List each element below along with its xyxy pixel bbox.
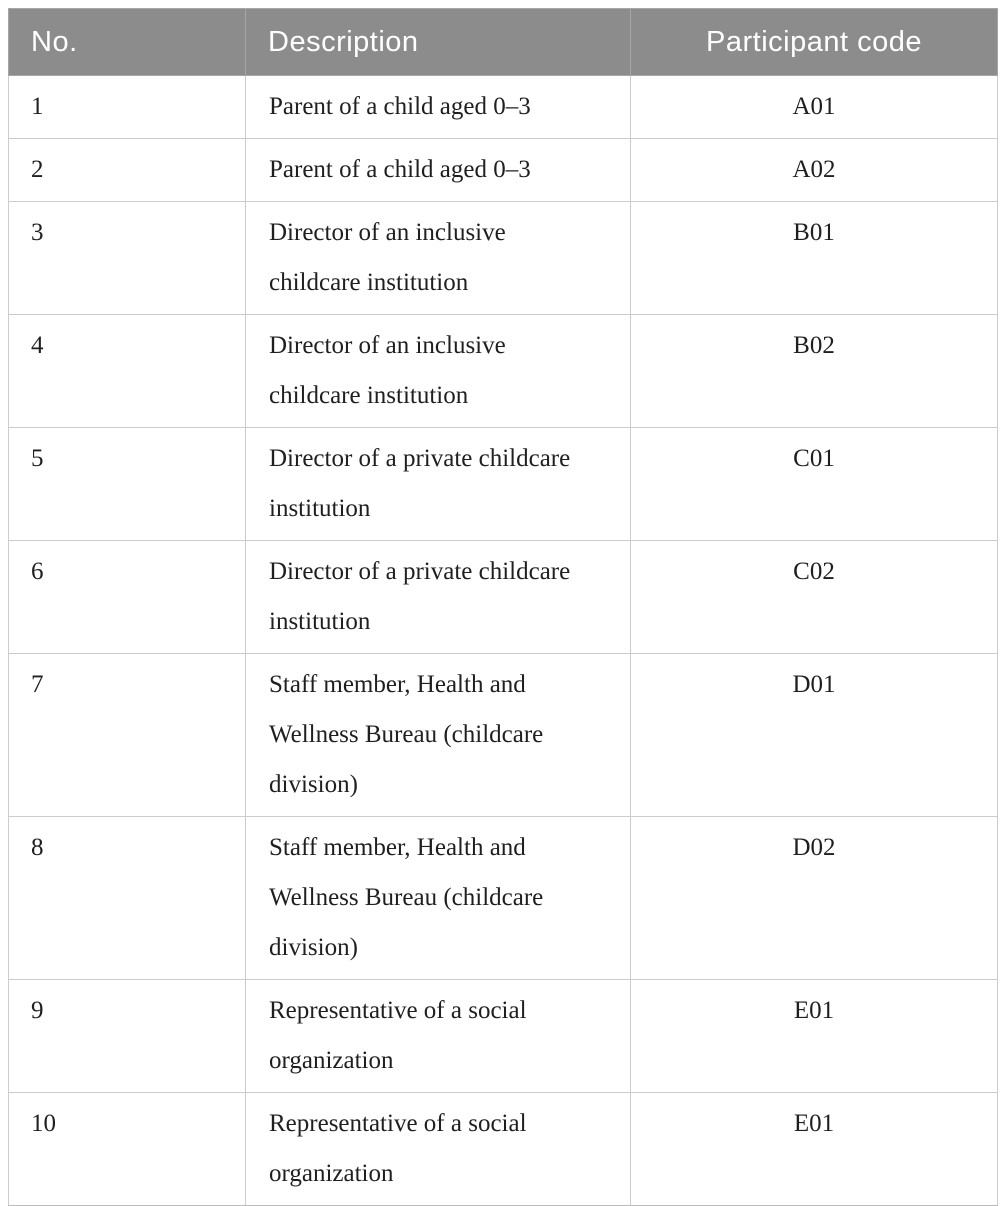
cell-description: Director of a private childcare institution <box>246 541 631 654</box>
cell-no: 3 <box>9 202 246 315</box>
table-row <box>9 654 998 817</box>
cell-no: 1 <box>9 76 246 139</box>
table-row <box>9 315 998 428</box>
cell-description: Parent of a child aged 0–3 <box>246 76 631 139</box>
cell-description: Parent of a child aged 0–3 <box>246 139 631 202</box>
cell-participant-code: D01 <box>631 654 998 817</box>
cell-participant-code: A01 <box>631 76 998 139</box>
table-row <box>9 541 998 654</box>
cell-description: Director of a private childcare institution <box>246 428 631 541</box>
cell-participant-code: E01 <box>631 980 998 1093</box>
table-row <box>9 980 998 1093</box>
cell-description: Director of an inclusive childcare institution <box>246 315 631 428</box>
table-row <box>9 817 998 980</box>
cell-participant-code: B01 <box>631 202 998 315</box>
table-row <box>9 76 998 139</box>
header-row <box>9 9 998 76</box>
cell-description: Staff member, Health and Wellness Bureau (childcare division) <box>246 817 631 980</box>
cell-participant-code: B02 <box>631 315 998 428</box>
cell-no: 7 <box>9 654 246 817</box>
column-header-no: No. <box>9 9 246 76</box>
table-row <box>9 202 998 315</box>
cell-no: 8 <box>9 817 246 980</box>
cell-no: 6 <box>9 541 246 654</box>
table-body <box>9 76 998 1206</box>
cell-no: 4 <box>9 315 246 428</box>
cell-no: 5 <box>9 428 246 541</box>
table-row <box>9 139 998 202</box>
table-header <box>9 9 998 76</box>
cell-participant-code: C02 <box>631 541 998 654</box>
cell-participant-code: C01 <box>631 428 998 541</box>
cell-no: 10 <box>9 1093 246 1206</box>
table-row <box>9 428 998 541</box>
table-row <box>9 1093 998 1206</box>
column-header-participant-code: Participant code <box>631 9 998 76</box>
cell-participant-code: D02 <box>631 817 998 980</box>
cell-no: 2 <box>9 139 246 202</box>
cell-description: Staff member, Health and Wellness Bureau (childcare division) <box>246 654 631 817</box>
participants-table <box>8 8 998 1206</box>
column-header-description: Description <box>246 9 631 76</box>
cell-description: Representative of a social organization <box>246 1093 631 1206</box>
cell-participant-code: E01 <box>631 1093 998 1206</box>
cell-no: 9 <box>9 980 246 1093</box>
cell-participant-code: A02 <box>631 139 998 202</box>
cell-description: Representative of a social organization <box>246 980 631 1093</box>
cell-description: Director of an inclusive childcare institution <box>246 202 631 315</box>
